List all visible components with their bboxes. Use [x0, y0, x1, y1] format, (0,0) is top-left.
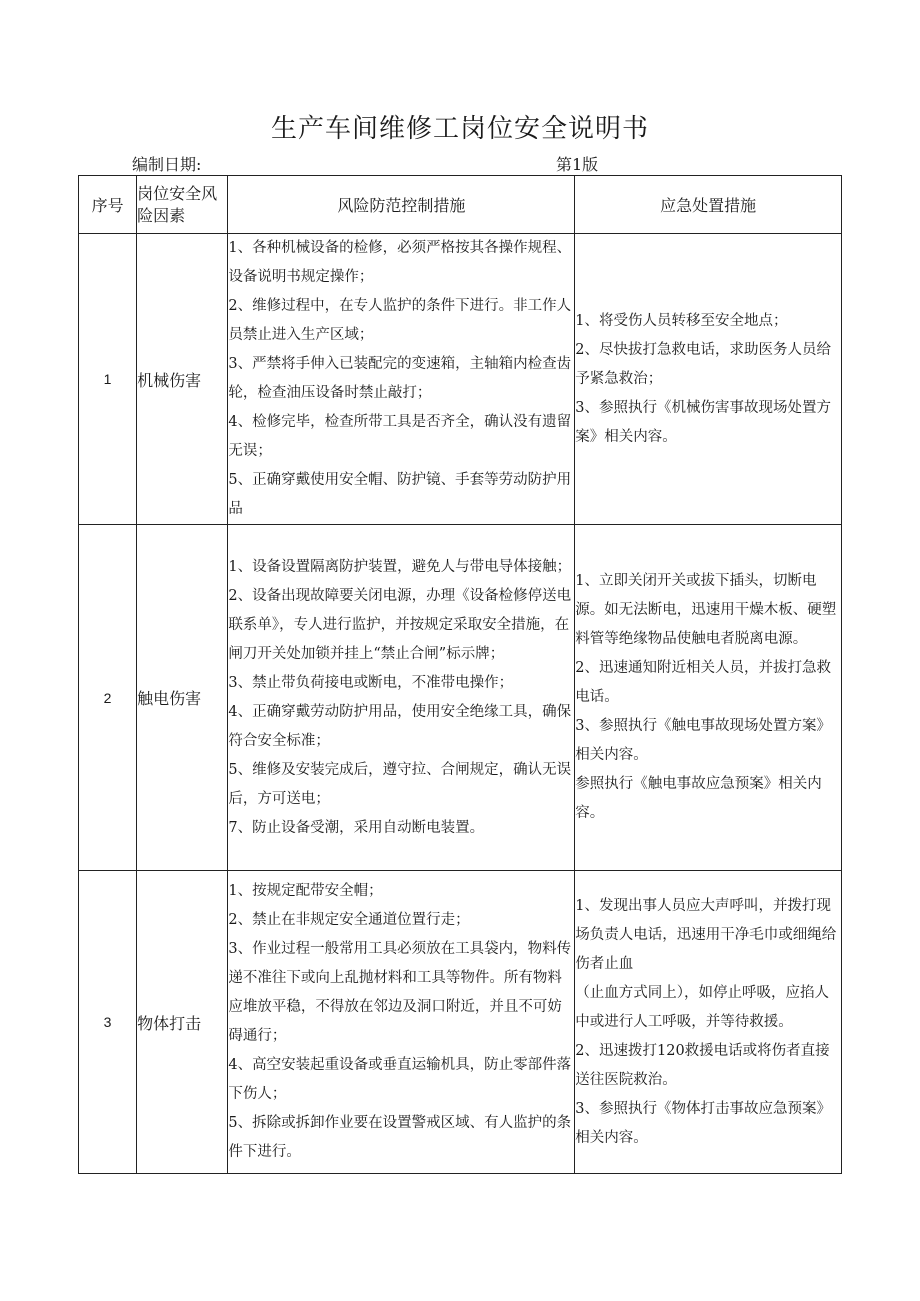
control-item: 1、按规定配带安全帽； — [228, 883, 383, 899]
emergency-item: 1、发现出事人员应大声呼叫，并拨打现场负责人电话，迅速用干净毛巾或细绳给伤者止血 — [575, 897, 837, 972]
row-number: 1 — [79, 234, 137, 525]
table-header-row — [79, 176, 842, 234]
emergency-item: 3、参照执行《触电事故现场处置方案》相关内容。 — [575, 718, 832, 763]
risk-factor: 触电伤害 — [137, 525, 228, 871]
emergency-item: 2、尽快拔打急救电话，求助医务人员给予紧急救治； — [575, 341, 832, 387]
risk-factor: 物体打击 — [137, 871, 228, 1174]
control-item: 4、正确穿戴劳动防护用品，使用安全绝缘工具，确保符合安全标准； — [228, 703, 572, 749]
table-row — [79, 234, 842, 525]
control-measures — [228, 871, 575, 1174]
version-label: 第1版 — [556, 155, 599, 174]
control-item: 1、设备设置隔离防护装置，避免人与带电导体接触； — [228, 558, 572, 575]
emergency-item: 2、迅速拨打120救援电话或将伤者直接送往医院救治。 — [575, 1042, 830, 1088]
emergency-measures — [575, 871, 842, 1174]
emergency-item: （止血方式同上），如停止呼吸，应掐人中或进行人工呼吸，并等待救援。 — [575, 984, 830, 1030]
emergency-measures — [575, 234, 842, 525]
header-risk-factor: 岗位安全风险因素 — [137, 176, 228, 234]
control-item: 5、拆除或拆卸作业要在设置警戒区域、有人监护的条件下进行。 — [228, 1115, 572, 1160]
emergency-item: 2、迅速通知附近相关人员，并拔打急救电话。 — [575, 660, 832, 705]
control-item: 3、严禁将手伸入已装配完的变速箱，主轴箱内检查齿轮，检查油压设备时禁止敲打； — [228, 356, 572, 401]
emergency-measures — [575, 525, 842, 871]
control-item: 3、禁止带负荷接电或断电，不准带电操作； — [228, 674, 514, 691]
control-item: 2、维修过程中，在专人监护的条件下进行。非工作人员禁止进入生产区域； — [228, 298, 572, 343]
risk-factor: 机械伤害 — [137, 234, 228, 525]
table-row — [79, 525, 842, 871]
emergency-item: 1、将受伤人员转移至安全地点； — [575, 312, 788, 329]
emergency-item: 参照执行《触电事故应急预案》相关内容。 — [575, 776, 822, 821]
control-measures — [228, 525, 575, 871]
control-item: 4、检修完毕，检查所带工具是否齐全，确认没有遗留无误； — [228, 414, 572, 459]
control-item: 5、维修及安装完成后，遵守拉、合闸规定，确认无误后，方可送电； — [228, 761, 572, 807]
header-control-measures: 风险防范控制措施 — [228, 176, 575, 234]
control-item: 1、各种机械设备的检修，必须严格按其各操作规程、设备说明书规定操作； — [228, 240, 572, 285]
control-item: 4、高空安装起重设备或垂直运输机具，防止零部件落下伤人； — [228, 1057, 572, 1102]
control-measures — [228, 234, 575, 525]
document-title: 生产车间维修工岗位安全说明书 — [270, 114, 649, 144]
row-number: 2 — [79, 525, 137, 871]
control-item: 5、正确穿戴使用安全帽、防护镜、手套等劳动防护用品 — [228, 472, 572, 517]
emergency-item: 3、参照执行《机械伤害事故现场处置方案》相关内容。 — [575, 399, 832, 445]
control-item: 2、禁止在非规定安全通道位置行走； — [228, 912, 470, 928]
table-row — [79, 871, 842, 1174]
control-item: 7、防止设备受潮，采用自动断电装置。 — [228, 819, 485, 836]
emergency-item: 1、立即关闭开关或拔下插头，切断电源。如无法断电，迅速用干燥木板、硬塑料管等绝缘物品使触电者脱离电源。 — [575, 573, 837, 647]
safety-measures-table — [78, 175, 842, 1174]
header-no: 序号 — [79, 176, 137, 234]
row-number: 3 — [79, 871, 137, 1174]
compile-date-label: 编制日期: — [132, 155, 202, 174]
emergency-item: 3、参照执行《物体打击事故应急预案》相关内容。 — [575, 1100, 832, 1146]
control-item: 2、设备出现故障要关闭电源，办理《设备检修停送电联系单》，专人进行监护，并按规定采取安全措施，在闸刀开关处加锁并挂上“禁止合闸”标示牌； — [228, 587, 572, 662]
control-item: 3、作业过程一般常用工具必须放在工具袋内，物料传递不准往下或向上乱抛材料和工具等物件。所有物料应堆放平稳，不得放在邻边及洞口附近，并且不可妨碍通行； — [228, 941, 572, 1044]
header-emergency-measures: 应急处置措施 — [575, 176, 842, 234]
